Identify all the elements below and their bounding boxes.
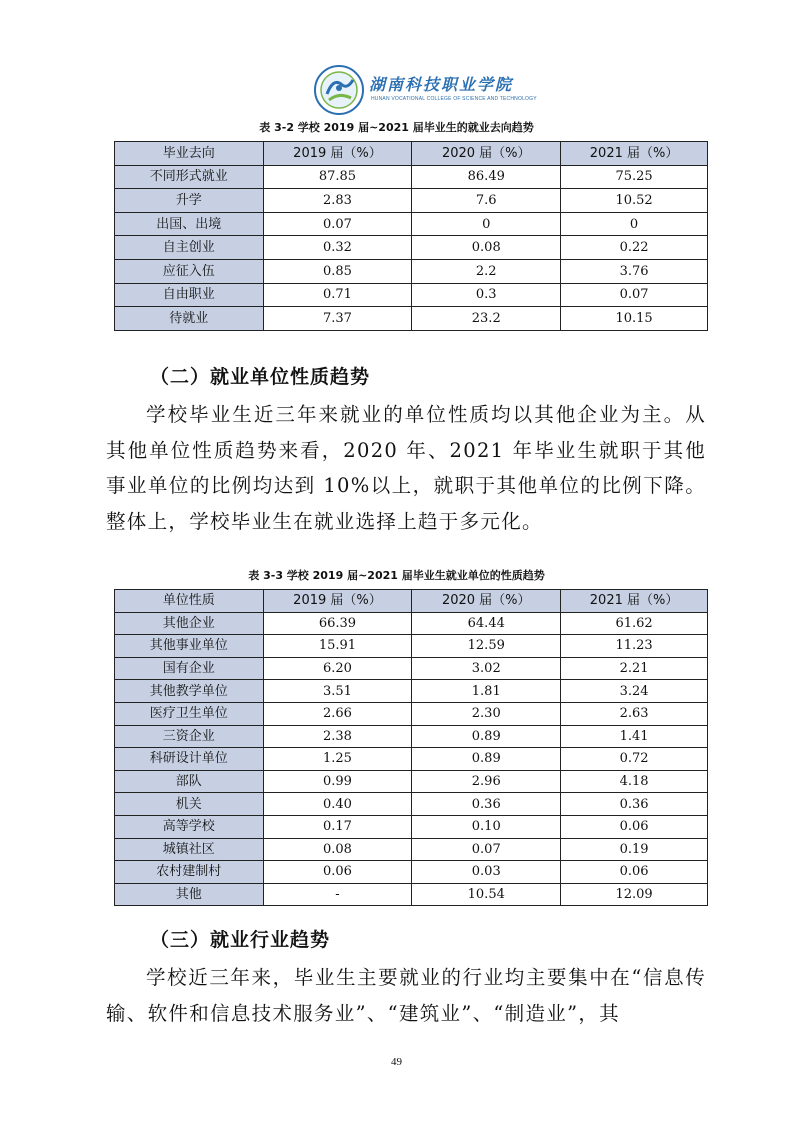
table-cell: 0.08 bbox=[412, 236, 561, 260]
table1-caption: 表 3-2 学校 2019 届~2021 届毕业生的就业去向趋势 bbox=[259, 121, 534, 134]
table-cell: 0.36 bbox=[561, 793, 708, 816]
column-header: 2021 届（%） bbox=[561, 142, 708, 166]
table-cell: 0.40 bbox=[263, 793, 412, 816]
table-cell: 4.18 bbox=[561, 770, 708, 793]
table-row bbox=[115, 189, 708, 213]
table-row bbox=[115, 702, 708, 725]
table-cell: 0.06 bbox=[263, 861, 412, 884]
table-cell: 7.37 bbox=[263, 307, 412, 331]
table-cell: 23.2 bbox=[412, 307, 561, 331]
table-cell: 0.17 bbox=[263, 815, 412, 838]
college-name-cn: 湖南科技职业学院 bbox=[369, 75, 514, 94]
table-cell: 86.49 bbox=[412, 165, 561, 189]
table-cell: 0 bbox=[561, 212, 708, 236]
table-cell: 2.63 bbox=[561, 702, 708, 725]
table-cell: 87.85 bbox=[263, 165, 412, 189]
table-cell: 1.25 bbox=[263, 748, 412, 771]
section2-heading: （二）就业单位性质趋势 bbox=[150, 366, 371, 388]
row-label: 高等学校 bbox=[115, 815, 264, 838]
column-header: 单位性质 bbox=[115, 590, 264, 613]
table-cell: 10.15 bbox=[561, 307, 708, 331]
table-cell: 2.38 bbox=[263, 725, 412, 748]
column-header: 2020 届（%） bbox=[412, 590, 561, 613]
row-label: 待就业 bbox=[115, 307, 264, 331]
row-label: 农村建制村 bbox=[115, 861, 264, 884]
table-cell: 10.54 bbox=[412, 883, 561, 906]
table-row bbox=[115, 612, 708, 635]
table-row bbox=[115, 770, 708, 793]
row-label: 科研设计单位 bbox=[115, 748, 264, 771]
column-header: 2021 届（%） bbox=[561, 590, 708, 613]
table-cell: 0.07 bbox=[561, 283, 708, 307]
table-cell: 3.51 bbox=[263, 680, 412, 703]
row-label: 城镇社区 bbox=[115, 838, 264, 861]
row-label: 自主创业 bbox=[115, 236, 264, 260]
table-cell: - bbox=[263, 883, 412, 906]
table-row bbox=[115, 793, 708, 816]
table-cell: 11.23 bbox=[561, 635, 708, 658]
row-label: 升学 bbox=[115, 189, 264, 213]
table-row bbox=[115, 815, 708, 838]
table-cell: 0.72 bbox=[561, 748, 708, 771]
column-header: 2020 届（%） bbox=[412, 142, 561, 166]
table-cell: 0.10 bbox=[412, 815, 561, 838]
employer-type-table bbox=[114, 589, 708, 906]
table-cell: 0.89 bbox=[412, 748, 561, 771]
table-cell: 0.32 bbox=[263, 236, 412, 260]
table-cell: 2.83 bbox=[263, 189, 412, 213]
table-cell: 66.39 bbox=[263, 612, 412, 635]
row-label: 其他企业 bbox=[115, 612, 264, 635]
table-cell: 7.6 bbox=[412, 189, 561, 213]
row-label: 不同形式就业 bbox=[115, 165, 264, 189]
table-row bbox=[115, 259, 708, 283]
table-cell: 0.71 bbox=[263, 283, 412, 307]
row-label: 医疗卫生单位 bbox=[115, 702, 264, 725]
page-number: 49 bbox=[391, 1056, 402, 1068]
table-cell: 2.2 bbox=[412, 259, 561, 283]
table-header-row bbox=[115, 142, 708, 166]
section3-heading: （三）就业行业趋势 bbox=[150, 929, 331, 951]
table-cell: 61.62 bbox=[561, 612, 708, 635]
table-cell: 0.08 bbox=[263, 838, 412, 861]
row-label: 自由职业 bbox=[115, 283, 264, 307]
table-cell: 2.66 bbox=[263, 702, 412, 725]
table-row bbox=[115, 725, 708, 748]
table-cell: 1.81 bbox=[412, 680, 561, 703]
table-cell: 0.22 bbox=[561, 236, 708, 260]
row-label: 应征入伍 bbox=[115, 259, 264, 283]
row-label: 国有企业 bbox=[115, 657, 264, 680]
table-cell: 0.19 bbox=[561, 838, 708, 861]
table-cell: 0.89 bbox=[412, 725, 561, 748]
table2-caption: 表 3-3 学校 2019 届~2021 届毕业生就业单位的性质趋势 bbox=[248, 569, 545, 582]
table-row bbox=[115, 236, 708, 260]
table-row bbox=[115, 883, 708, 906]
table-cell: 10.52 bbox=[561, 189, 708, 213]
row-label: 其他 bbox=[115, 883, 264, 906]
table-cell: 1.41 bbox=[561, 725, 708, 748]
table-cell: 3.02 bbox=[412, 657, 561, 680]
table-cell: 64.44 bbox=[412, 612, 561, 635]
column-header: 2019 届（%） bbox=[263, 142, 412, 166]
table-cell: 0.36 bbox=[412, 793, 561, 816]
table-cell: 0.06 bbox=[561, 815, 708, 838]
table-cell: 2.96 bbox=[412, 770, 561, 793]
row-label: 部队 bbox=[115, 770, 264, 793]
column-header: 毕业去向 bbox=[115, 142, 264, 166]
table-cell: 0.06 bbox=[561, 861, 708, 884]
table-cell: 0.99 bbox=[263, 770, 412, 793]
table-row bbox=[115, 212, 708, 236]
table-cell: 0.85 bbox=[263, 259, 412, 283]
table-row bbox=[115, 680, 708, 703]
column-header: 2019 届（%） bbox=[263, 590, 412, 613]
table-cell: 12.59 bbox=[412, 635, 561, 658]
table-row bbox=[115, 283, 708, 307]
row-label: 其他教学单位 bbox=[115, 680, 264, 703]
table-cell: 0.07 bbox=[263, 212, 412, 236]
table-cell: 0.3 bbox=[412, 283, 561, 307]
table-row bbox=[115, 838, 708, 861]
table-cell: 0.03 bbox=[412, 861, 561, 884]
table-cell: 6.20 bbox=[263, 657, 412, 680]
college-name-en: HUNAN VOCATIONAL COLLEGE OF SCIENCE AND TECHNOLOGY bbox=[371, 96, 537, 102]
college-logo-icon bbox=[313, 64, 365, 116]
college-header bbox=[313, 64, 537, 120]
table-cell: 3.76 bbox=[561, 259, 708, 283]
table-row bbox=[115, 165, 708, 189]
table-row bbox=[115, 307, 708, 331]
table-cell: 2.21 bbox=[561, 657, 708, 680]
table-cell: 3.24 bbox=[561, 680, 708, 703]
table-cell: 12.09 bbox=[561, 883, 708, 906]
table-cell: 0 bbox=[412, 212, 561, 236]
table-cell: 75.25 bbox=[561, 165, 708, 189]
section2-paragraph: 学校毕业生近三年来就业的单位性质均以其他企业为主。从其他单位性质趋势来看，2020 年、2021 年毕业生就职于其他事业单位的比例均达到 10%以上，就职于其他单位的比例下降。整体上，学校毕业生在就业选择上趋于多元化。 bbox=[106, 403, 706, 533]
row-label: 其他事业单位 bbox=[115, 635, 264, 658]
employment-destination-table bbox=[114, 141, 708, 331]
table-row bbox=[115, 748, 708, 771]
row-label: 三资企业 bbox=[115, 725, 264, 748]
table-row bbox=[115, 861, 708, 884]
row-label: 出国、出境 bbox=[115, 212, 264, 236]
table-cell: 0.07 bbox=[412, 838, 561, 861]
table-row bbox=[115, 657, 708, 680]
table-cell: 2.30 bbox=[412, 702, 561, 725]
table-row bbox=[115, 635, 708, 658]
section3-paragraph: 学校近三年来，毕业生主要就业的行业均主要集中在“信息传输、软件和信息技术服务业”、“建筑业”、“制造业”，其 bbox=[106, 966, 706, 1025]
row-label: 机关 bbox=[115, 793, 264, 816]
table-cell: 15.91 bbox=[263, 635, 412, 658]
table-header-row bbox=[115, 590, 708, 613]
